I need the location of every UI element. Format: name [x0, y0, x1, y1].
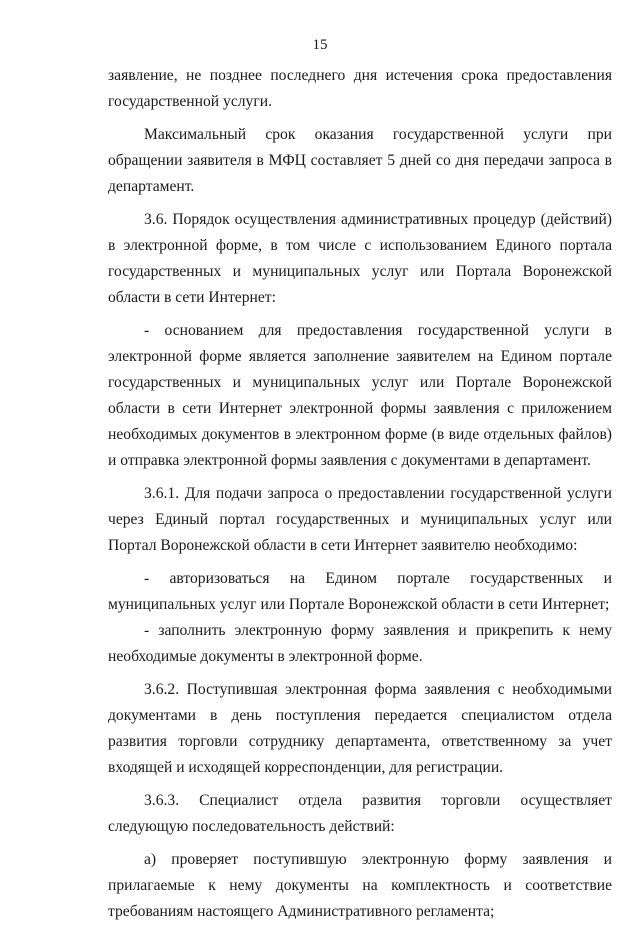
document-body — [108, 63, 612, 925]
list-item-a: а) проверяет поступившую электронную форму заявления и прилагаемые к нему документы на комплектность и соответствие требованиям настоящего Административного регламента; — [108, 851, 612, 920]
paragraph-3-6-2: 3.6.2. Поступившая электронная форма заявления с необходимыми документами в день поступления передается специалистом отдела развития торговли сотруднику департамента, ответственному за учет входящей и исходящей корреспонденции, для регистрации. — [108, 681, 612, 776]
list-item-fill-form: - заполнить электронную форму заявления и прикрепить к нему необходимые документы в электронной форме. — [108, 622, 612, 665]
paragraph-max-term: Максимальный срок оказания государственной услуги при обращении заявителя в МФЦ составляет 5 дней со дня передачи запроса в департамент. — [108, 126, 612, 195]
paragraph-continuation: заявление, не позднее последнего дня истечения срока предоставления государственной услуги. — [108, 67, 612, 110]
paragraph-3-6: 3.6. Порядок осуществления административных процедур (действий) в электронной форме, в том числе с использованием Единого портала государственных и муниципальных услуг или Портала Воронежской области в сети Интернет: — [108, 211, 612, 306]
list-item-authorize: - авторизоваться на Едином портале государственных и муниципальных услуг или Портале Воронежской области в сети Интернет; — [108, 570, 612, 613]
paragraph-3-6-1: 3.6.1. Для подачи запроса о предоставлении государственной услуги через Единый портал государственных и муниципальных услуг или Портал Воронежской области в сети Интернет заявителю необходимо: — [108, 485, 612, 554]
paragraph-basis: - основанием для предоставления государственной услуги в электронной форме является заполнение заявителем на Едином портале государственных и муниципальных услуг или Портале Воронежской области в сети Интернет электронной формы заявления с приложением необходимых документов в электронном форме (в виде отдельных файлов) и отправка электронной формы заявления с документами в департамент. — [108, 322, 612, 469]
paragraph-3-6-3: 3.6.3. Специалист отдела развития торговли осуществляет следующую последовательность действий: — [108, 792, 612, 835]
page-number: 15 — [312, 37, 328, 53]
